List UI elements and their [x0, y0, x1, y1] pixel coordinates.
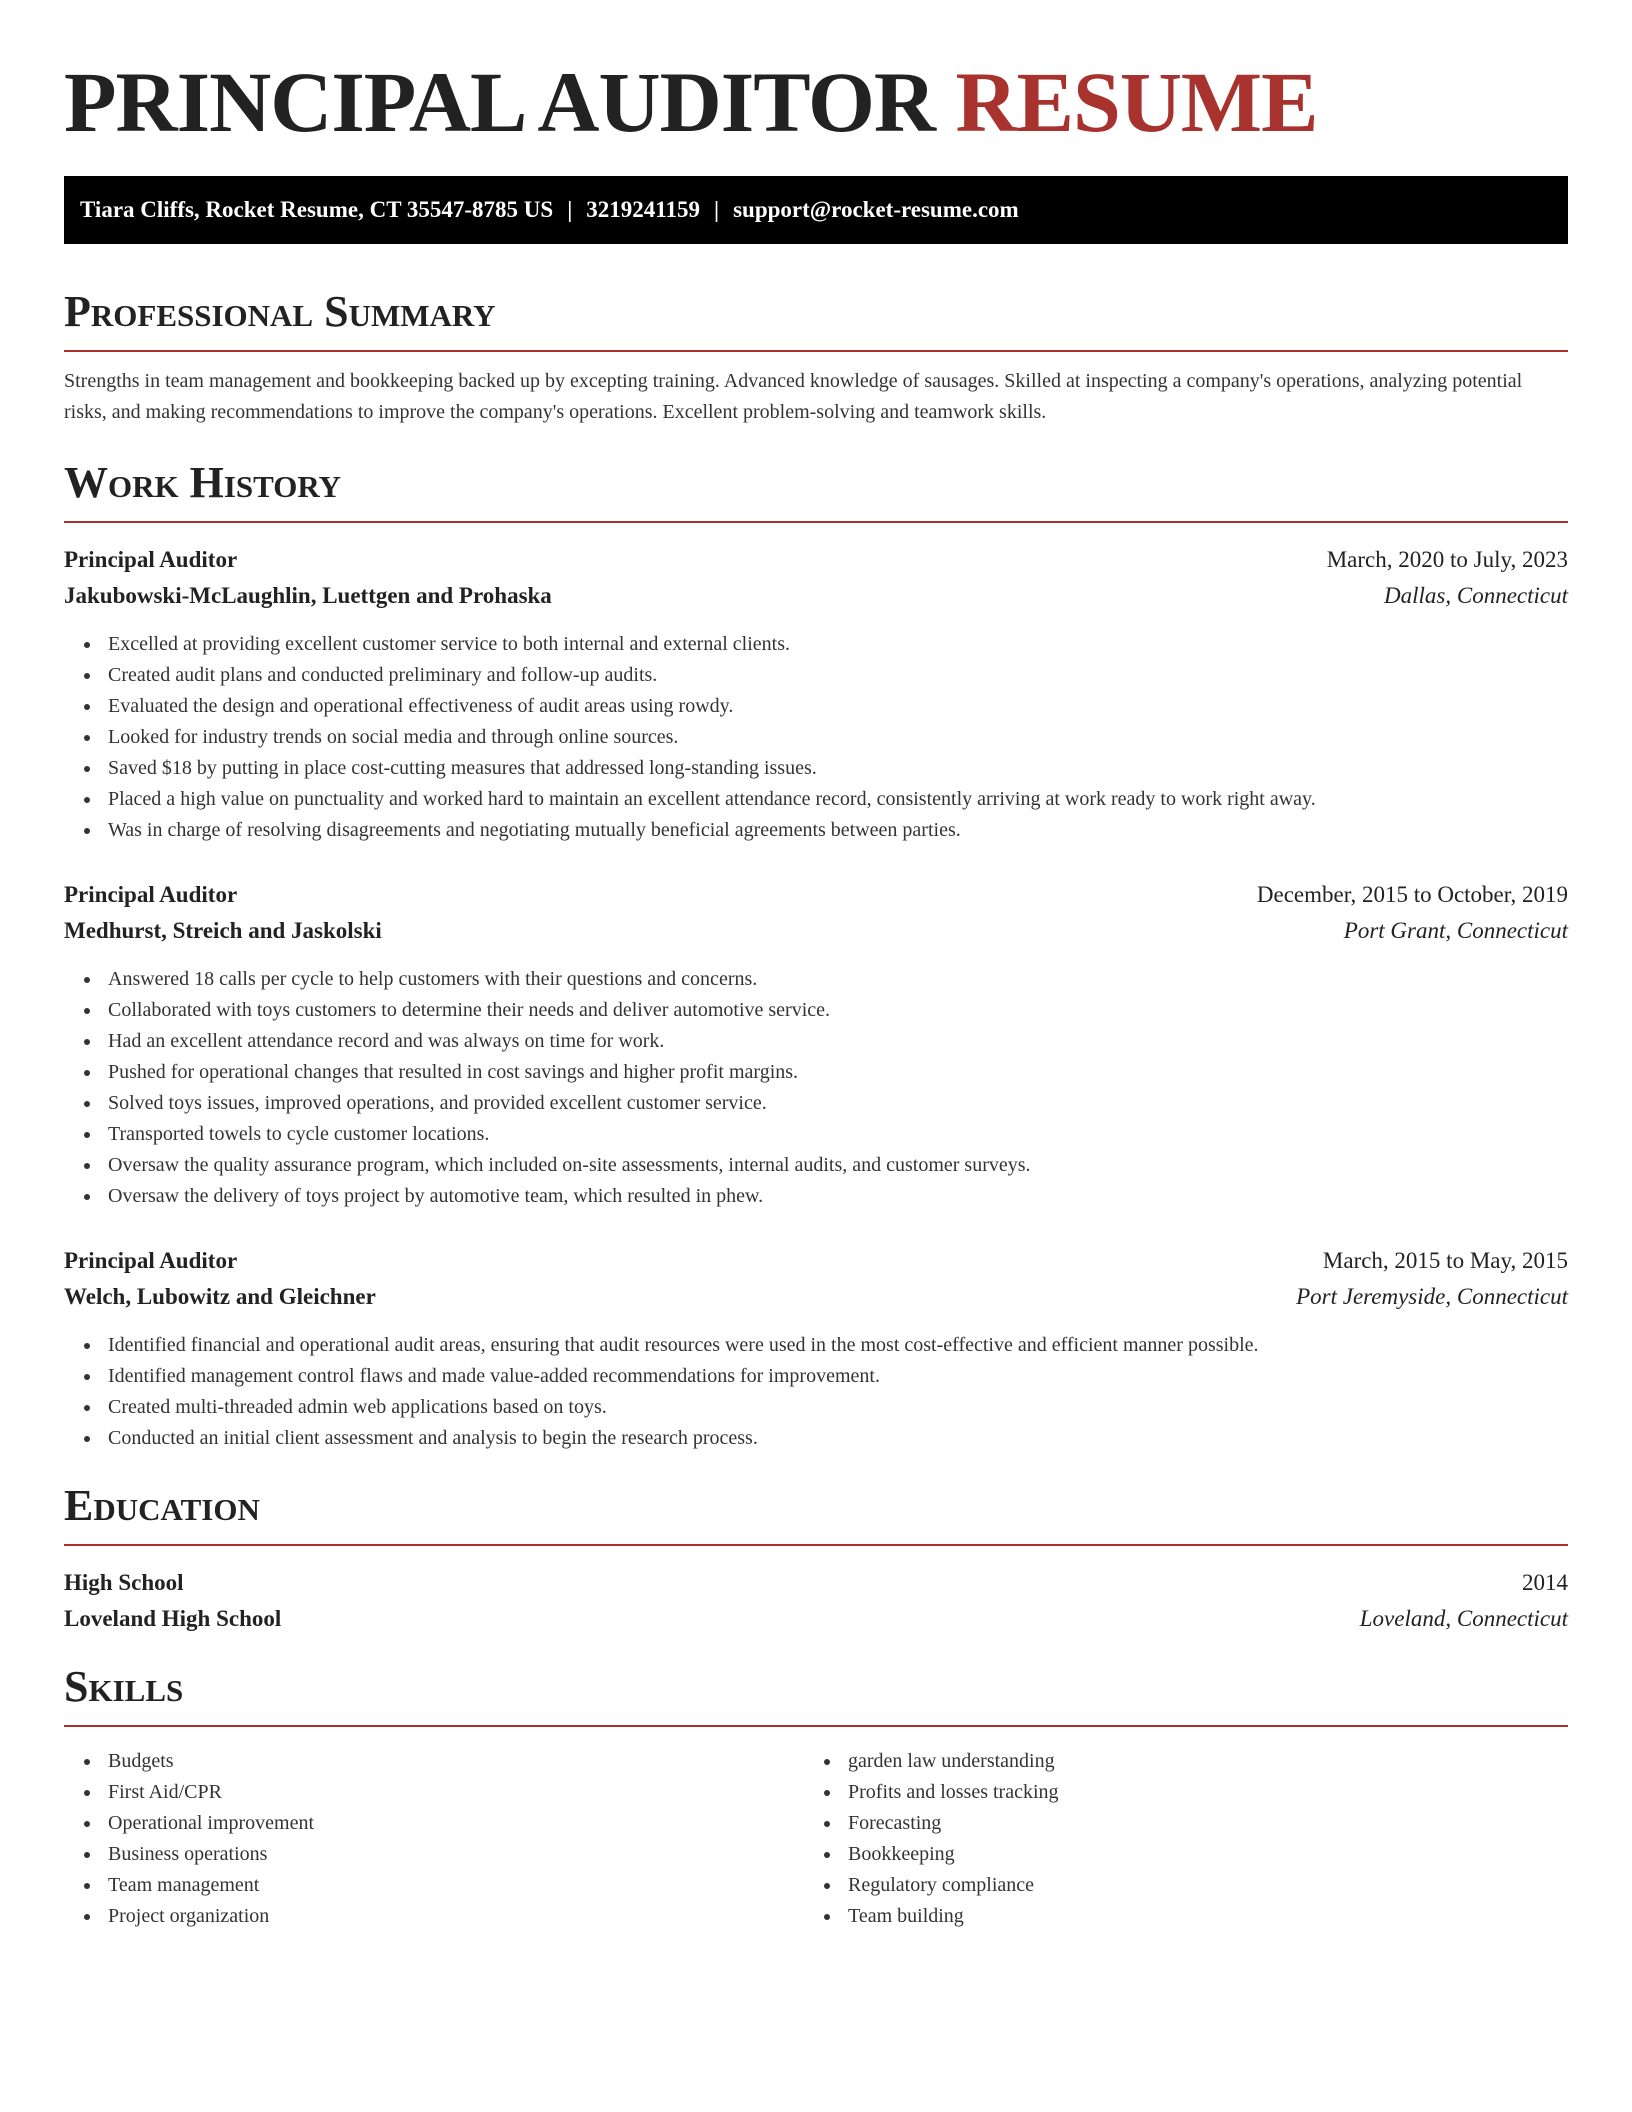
list-item: Placed a high value on punctuality and worked hard to maintain an excellent attendance record, consistently arriving at work ready to work right away. — [108, 784, 1316, 815]
list-item: First Aid/CPR — [108, 1777, 808, 1808]
job-2-header — [64, 877, 1568, 913]
list-item: Business operations — [108, 1839, 808, 1870]
job-location: Port Grant, Connecticut — [1343, 918, 1568, 943]
work-history-heading: Work History — [64, 457, 1568, 523]
education-heading: Education — [64, 1480, 1568, 1546]
title-accent: RESUME — [955, 54, 1318, 150]
resume-title — [64, 52, 1317, 152]
skills-list-right — [804, 1746, 1548, 1932]
list-item: Solved toys issues, improved operations, and provided excellent customer service. — [108, 1088, 1031, 1119]
list-item: Was in charge of resolving disagreements and negotiating mutually beneficial agreements between parties. — [108, 815, 1316, 846]
list-item: Evaluated the design and operational effectiveness of audit areas using rowdy. — [108, 691, 1316, 722]
job-2-bullets — [64, 964, 1031, 1212]
job-company: Jakubowski-McLaughlin, Luettgen and Prohaska — [64, 583, 552, 608]
list-item: Regulatory compliance — [848, 1870, 1548, 1901]
skills-list-left — [64, 1746, 808, 1932]
list-item: Identified management control flaws and made value-added recommendations for improvement. — [108, 1361, 1259, 1392]
job-3-company-row — [64, 1279, 1568, 1315]
contact-address: Tiara Cliffs, Rocket Resume, CT 35547-8785 US — [80, 197, 554, 222]
job-location: Dallas, Connecticut — [1384, 583, 1568, 608]
title-main: PRINCIPAL AUDITOR — [64, 54, 936, 150]
list-item: Answered 18 calls per cycle to help customers with their questions and concerns. — [108, 964, 1031, 995]
job-title: Principal Auditor — [64, 547, 238, 572]
list-item: Pushed for operational changes that resulted in cost savings and higher profit margins. — [108, 1057, 1031, 1088]
job-dates: March, 2015 to May, 2015 — [1322, 1248, 1568, 1273]
education-degree: High School — [64, 1570, 184, 1595]
list-item: Transported towels to cycle customer locations. — [108, 1119, 1031, 1150]
contact-phone[interactable]: 3219241159 — [586, 197, 700, 222]
list-item: Budgets — [108, 1746, 808, 1777]
education-school-row — [64, 1601, 1568, 1637]
summary-heading: Professional Summary — [64, 286, 1568, 352]
contact-email[interactable]: support@rocket-resume.com — [733, 197, 1019, 222]
skills-heading: Skills — [64, 1661, 1568, 1727]
job-dates: March, 2020 to July, 2023 — [1326, 547, 1568, 572]
list-item: Created audit plans and conducted preliminary and follow-up audits. — [108, 660, 1316, 691]
list-item: Bookkeeping — [848, 1839, 1548, 1870]
list-item: garden law understanding — [848, 1746, 1548, 1777]
list-item: Project organization — [108, 1901, 808, 1932]
summary-text: Strengths in team management and bookkeeping backed up by excepting training. Advanced knowledge of sausages. Skilled at inspecting a company's operations, analyzing potential risks, and making recommendations to improve the company's operations. Excellent problem-solving and teamwork skills. — [64, 370, 1523, 423]
education-school: Loveland High School — [64, 1606, 282, 1631]
list-item: Created multi-threaded admin web applications based on toys. — [108, 1392, 1259, 1423]
education-location: Loveland, Connecticut — [1359, 1606, 1568, 1631]
job-title: Principal Auditor — [64, 882, 238, 907]
list-item: Conducted an initial client assessment and analysis to begin the research process. — [108, 1423, 1259, 1454]
job-2-company-row — [64, 913, 1568, 949]
list-item: Forecasting — [848, 1808, 1548, 1839]
contact-bar — [64, 176, 1568, 244]
education-year: 2014 — [1522, 1570, 1568, 1595]
job-3-bullets — [64, 1330, 1259, 1454]
list-item: Team management — [108, 1870, 808, 1901]
education-header — [64, 1565, 1568, 1601]
list-item: Collaborated with toys customers to determine their needs and deliver automotive service. — [108, 995, 1031, 1026]
list-item: Oversaw the quality assurance program, which included on-site assessments, internal audits, and customer surveys. — [108, 1150, 1031, 1181]
contact-separator: | — [714, 197, 720, 222]
list-item: Team building — [848, 1901, 1548, 1932]
list-item: Looked for industry trends on social media and through online sources. — [108, 722, 1316, 753]
list-item: Oversaw the delivery of toys project by automotive team, which resulted in phew. — [108, 1181, 1031, 1212]
job-title: Principal Auditor — [64, 1248, 238, 1273]
job-1-header — [64, 542, 1568, 578]
list-item: Had an excellent attendance record and was always on time for work. — [108, 1026, 1031, 1057]
list-item: Profits and losses tracking — [848, 1777, 1548, 1808]
job-1-company-row — [64, 578, 1568, 614]
job-3-header — [64, 1243, 1568, 1279]
job-1-bullets — [64, 629, 1316, 846]
job-dates: December, 2015 to October, 2019 — [1256, 882, 1568, 907]
list-item: Identified financial and operational audit areas, ensuring that audit resources were used in the most cost-effective and efficient manner possible. — [108, 1330, 1259, 1361]
job-company: Welch, Lubowitz and Gleichner — [64, 1284, 376, 1309]
contact-separator: | — [567, 197, 573, 222]
job-location: Port Jeremyside, Connecticut — [1296, 1284, 1568, 1309]
list-item: Operational improvement — [108, 1808, 808, 1839]
list-item: Excelled at providing excellent customer service to both internal and external clients. — [108, 629, 1316, 660]
job-company: Medhurst, Streich and Jaskolski — [64, 918, 382, 943]
list-item: Saved $18 by putting in place cost-cutting measures that addressed long-standing issues. — [108, 753, 1316, 784]
